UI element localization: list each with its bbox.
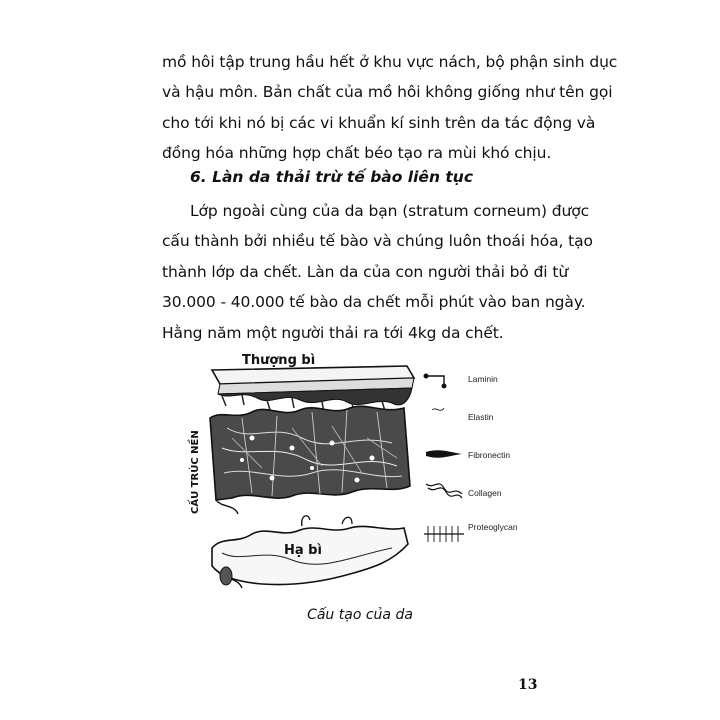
epidermis-layer-illustration [212, 366, 414, 413]
basement-membrane-illustration [210, 406, 410, 514]
text-line: Lớp ngoài cùng của da bạn (stratum corneum) được [190, 202, 590, 220]
legend-label: Collagen [468, 488, 502, 498]
legend-label: Elastin [468, 412, 494, 422]
paragraph-sweat [162, 47, 618, 169]
dermis-label: Hạ bì [284, 543, 322, 558]
legend-fibronectin [426, 450, 510, 460]
text-line: 30.000 - 40.000 tế bào da chết mỗi phút vào ban ngày. [162, 293, 586, 312]
section-heading: 6. Làn da thải trừ tế bào liên tục [190, 168, 474, 186]
skin-illustration [182, 348, 532, 610]
paragraph-skin-shedding [162, 196, 593, 348]
page-number: 13 [518, 677, 538, 693]
text-line: mồ hôi tập trung hầu hết ở khu vực nách, bộ phận sinh dục [162, 53, 618, 71]
legend-laminin [424, 374, 499, 389]
legend-label: Fibronectin [468, 450, 511, 460]
legend-proteoglycan [424, 522, 518, 542]
text-line: thành lớp da chết. Làn da của con người thải bỏ đi từ [162, 262, 569, 281]
epidermis-label: Thượng bì [242, 353, 316, 368]
legend-label: Proteoglycan [468, 522, 518, 532]
text-line: đồng hóa những hợp chất béo tạo ra mùi khó chịu. [162, 144, 552, 163]
legend-label: Laminin [468, 374, 498, 384]
text-line: Hằng năm một người thải ra tới 4kg da chết. [162, 323, 504, 342]
text-line: cho tới khi nó bị các vi khuẩn kí sinh trên da tác động và [162, 113, 596, 132]
legend-elastin [432, 408, 494, 422]
figure-caption: Cấu tạo của da [307, 607, 413, 623]
legend-collagen [426, 484, 502, 498]
text-line: cấu thành bởi nhiều tế bào và chúng luôn thoái hóa, tạo [162, 232, 593, 251]
skin-structure-figure [182, 348, 532, 610]
basement-structure-label: CẤU TRÚC NỀN [190, 430, 201, 514]
text-line: và hậu môn. Bản chất của mồ hôi không giống như tên gọi [162, 83, 613, 102]
legend [424, 374, 518, 543]
